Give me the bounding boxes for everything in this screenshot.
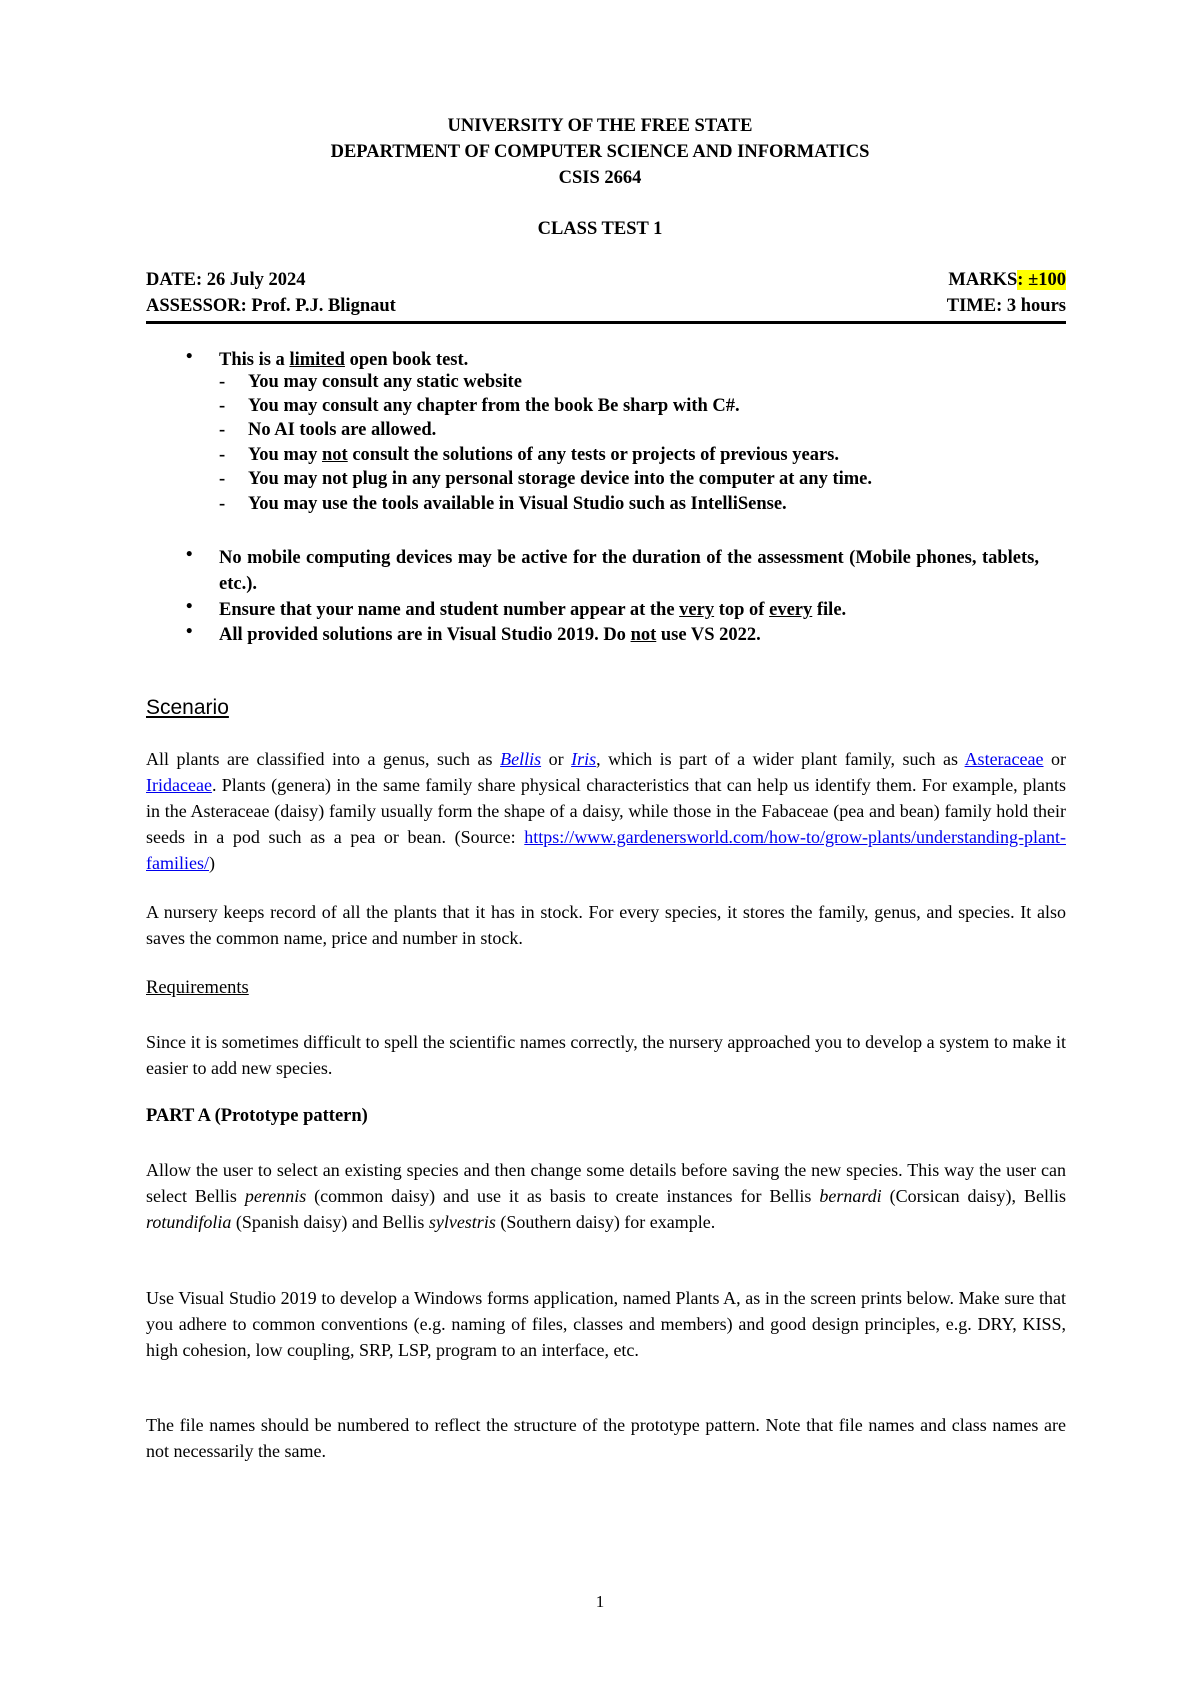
paragraph-text: (Corsican daisy), Bellis <box>881 1186 1066 1206</box>
link-iris[interactable]: Iris <box>571 749 597 769</box>
part-a-paragraph-3: The file names should be numbered to reflect the structure of the prototype pattern. Note that file names and class names are not necessarily the same. <box>146 1415 1066 1461</box>
rule-text: top of <box>714 600 770 620</box>
paragraph-text: , which is part of a wider plant family, such as <box>596 749 965 769</box>
dash-icon: - <box>219 420 226 440</box>
rule-vs2019 <box>219 622 1039 648</box>
rule-open-book <box>219 347 1039 373</box>
rule-name-number <box>219 597 1039 623</box>
assessor-label: ASSESSOR: Prof. P.J. Blignaut <box>146 296 396 316</box>
link-iridaceae[interactable]: Iridaceae <box>146 775 212 795</box>
marks-label <box>948 270 1066 291</box>
species-name: bernardi <box>819 1186 882 1206</box>
rule-static-website: You may consult any static website <box>248 372 522 392</box>
requirements-heading: Requirements <box>146 978 249 998</box>
rule-book-chapter: You may consult any chapter from the book Be sharp with C#. <box>248 396 740 416</box>
species-name: sylvestris <box>428 1212 496 1232</box>
part-a-heading: PART A (Prototype pattern) <box>146 1106 368 1126</box>
part-a-paragraph-1 <box>146 1157 1066 1235</box>
requirements-paragraph: Since it is sometimes difficult to spell the scientific names correctly, the nursery approached you to develop a system to make it easier to add new species. <box>146 1032 1066 1078</box>
dash-icon: - <box>219 372 226 392</box>
rule-underline: not <box>322 445 348 465</box>
rule-intellisense: You may use the tools available in Visual Studio such as IntelliSense. <box>248 494 787 514</box>
rule-underline: very <box>679 600 715 620</box>
rule-text: All provided solutions are in Visual Studio 2019. Do <box>219 625 631 645</box>
species-name: perennis <box>244 1186 307 1206</box>
rule-text: use VS 2022. <box>656 625 761 645</box>
paragraph-text: (Southern daisy) for example. <box>495 1212 716 1232</box>
dash-icon: - <box>219 396 226 416</box>
university-title: UNIVERSITY OF THE FREE STATE <box>447 116 753 136</box>
header-divider <box>146 321 1066 324</box>
scenario-paragraph-2: A nursery keeps record of all the plants that it has in stock. For every species, it stores the family, genus, and species. It also saves the common name, price and number in stock. <box>146 902 1066 948</box>
page-number: 1 <box>595 1592 605 1611</box>
paragraph-text: or <box>541 749 572 769</box>
species-name: rotundifolia <box>146 1212 232 1232</box>
rule-text: consult the solutions of any tests or projects of previous years. <box>347 445 839 465</box>
bullet-icon: • <box>186 597 193 617</box>
course-code: CSIS 2664 <box>558 168 642 188</box>
bullet-icon: • <box>186 545 193 565</box>
bullet-icon: • <box>186 622 193 642</box>
rule-no-ai: No AI tools are allowed. <box>248 420 437 440</box>
test-title: CLASS TEST 1 <box>537 219 663 239</box>
link-source-url[interactable]: https://www.gardenersworld.com/how-to/grow-plants/understanding-plant-families/ <box>146 827 1066 873</box>
date-label: DATE: 26 July 2024 <box>146 270 306 290</box>
dash-icon: - <box>219 469 226 489</box>
paragraph-text: (Spanish daisy) and Bellis <box>231 1212 429 1232</box>
rule-text: You may <box>248 445 323 465</box>
part-a-paragraph-2: Use Visual Studio 2019 to develop a Windows forms application, named Plants A, as in the screen prints below. Make sure that you adhere to common conventions (e.g. naming of files, classes and members) and good design principles, e.g. DRY, KISS, high cohesion, low coupling, SRP, LSP, program to an interface, etc. <box>146 1288 1066 1360</box>
bullet-icon: • <box>186 347 193 367</box>
link-asteraceae[interactable]: Asteraceae <box>964 749 1044 769</box>
paragraph-text: ) <box>208 853 215 873</box>
paragraph-text: . Plants (genera) in the same family share physical characteristics that can help us identify them. For example, plants in the Asteraceae (daisy) family usually form the shape of a daisy, while those in the Fabaceae (pea and bean) family hold their seeds in a pod such as a pea or bean. (Source: <box>146 775 1066 847</box>
link-bellis[interactable]: Bellis <box>500 749 542 769</box>
rule-text: This is a <box>219 350 290 370</box>
time-label: TIME: 3 hours <box>946 296 1066 316</box>
paragraph-text: (common daisy) and use it as basis to create instances for Bellis <box>306 1186 820 1206</box>
dash-icon: - <box>219 494 226 514</box>
dash-icon: - <box>219 445 226 465</box>
rule-text: file. <box>812 600 847 620</box>
rule-underline: limited <box>289 350 345 370</box>
rule-no-previous-solutions <box>248 445 839 466</box>
department-title: DEPARTMENT OF COMPUTER SCIENCE AND INFORMATICS <box>330 142 870 162</box>
scenario-paragraph-1 <box>146 746 1066 876</box>
scenario-heading: Scenario <box>146 696 229 719</box>
marks-text: MARKS <box>948 270 1018 290</box>
paragraph-text: Allow the user to select an existing species and then change some details before saving the new species. This way the user can select Bellis <box>146 1160 1066 1206</box>
rule-underline: not <box>630 625 657 645</box>
marks-value: : ±100 <box>1017 270 1066 290</box>
paragraph-text: All plants are classified into a genus, such as <box>146 749 501 769</box>
rule-underline: every <box>769 600 813 620</box>
paragraph-text: or <box>1043 749 1067 769</box>
rule-no-mobile: No mobile computing devices may be active for the duration of the assessment (Mobile phones, tablets, etc.). <box>219 548 1039 594</box>
rule-text: Ensure that your name and student number appear at the <box>219 600 680 620</box>
rule-text: open book test. <box>344 350 469 370</box>
rule-no-storage: You may not plug in any personal storage device into the computer at any time. <box>248 469 873 489</box>
